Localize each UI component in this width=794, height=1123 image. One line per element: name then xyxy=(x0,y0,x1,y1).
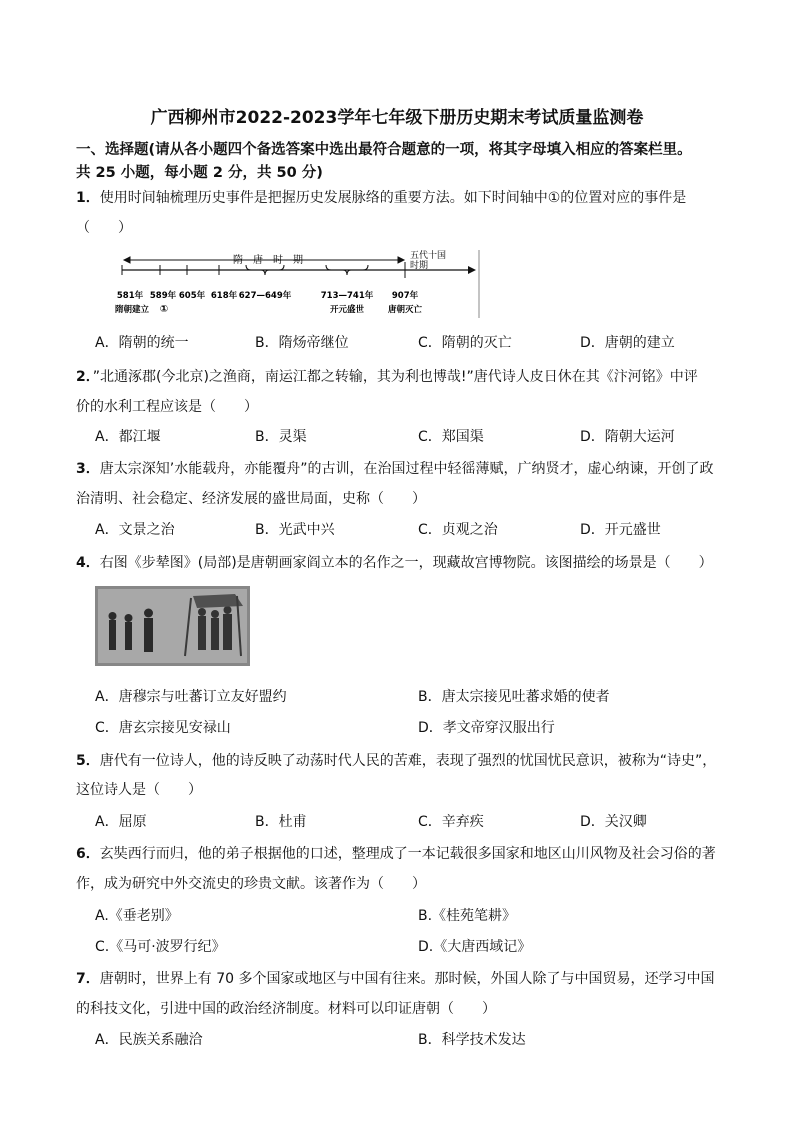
question-2 xyxy=(76,366,698,386)
timeline-tick: 627—649年 xyxy=(238,291,292,301)
timeline-tick: 907年 xyxy=(391,291,419,301)
option-c[interactable]: C．郑国渠 xyxy=(418,429,484,445)
timeline-tick: 618年 xyxy=(210,291,238,301)
question-number: 1． xyxy=(76,190,100,206)
question-number: 7． xyxy=(76,971,100,987)
timeline-tick: 605年 xyxy=(178,291,206,301)
question-3 xyxy=(76,458,713,478)
timeline-later-label: 时期 xyxy=(410,261,429,271)
question-number: 2． xyxy=(76,369,93,385)
option-d[interactable]: D.《大唐西域记》 xyxy=(418,939,532,955)
option-c[interactable]: C．贞观之治 xyxy=(418,522,498,538)
question-text: 唐代有一位诗人，他的诗反映了动荡时代人民的苦难，表现了强烈的忧国忧民意识，被称为“诗史”， xyxy=(99,753,717,769)
question-text: 唐朝时，世界上有 70 多个国家或地区与中国有往来。那时候，外国人除了与中国贸易，还学习中国 xyxy=(99,971,715,987)
option-d[interactable]: D．关汉卿 xyxy=(580,814,647,830)
timeline-tick: 581年 xyxy=(116,291,144,301)
question-3-line2: 治清明、社会稳定、经济发展的盛世局面，史称（ ） xyxy=(76,491,426,507)
question-number: 5． xyxy=(76,753,100,769)
question-number: 4． xyxy=(76,555,100,571)
timeline-tick: 589年 xyxy=(149,291,177,301)
option-d[interactable]: D．孝文帝穿汉服出行 xyxy=(418,720,555,736)
option-d[interactable]: D．隋朝大运河 xyxy=(580,429,675,445)
option-c[interactable]: C．隋朝的灭亡 xyxy=(418,335,512,351)
option-a[interactable]: A.《垂老别》 xyxy=(95,908,179,924)
question-number: 6． xyxy=(76,846,100,862)
option-a[interactable]: A．屈原 xyxy=(95,814,147,830)
question-7-line2: 的科技文化，引进中国的政治经济制度。材料可以印证唐朝（ ） xyxy=(76,1001,496,1017)
timeline-label: 隋朝建立 xyxy=(114,305,150,315)
timeline-label: ① xyxy=(159,304,169,315)
painting-image xyxy=(95,586,250,666)
timeline-period-label: 隋 唐 时 期 xyxy=(233,255,303,266)
option-a[interactable]: A．唐穆宗与吐蕃订立友好盟约 xyxy=(95,689,287,705)
option-b[interactable]: B．唐太宗接见吐蕃求婚的使者 xyxy=(418,689,610,705)
option-c[interactable]: C．辛弃疾 xyxy=(418,814,484,830)
option-a[interactable]: A．都江堰 xyxy=(95,429,161,445)
question-2-line2: 价的水利工程应该是（ ） xyxy=(76,399,258,415)
question-text: 唐太宗深知’水能载舟，亦能覆舟”的古训，在治国过程中轻徭薄赋，广纳贤才，虚心纳谏，开创了政 xyxy=(99,461,714,477)
question-5 xyxy=(76,750,716,770)
option-b[interactable]: B．灵渠 xyxy=(255,429,307,445)
timeline-tick: 713—741年 xyxy=(320,291,374,301)
option-b[interactable]: B．光武中兴 xyxy=(255,522,335,538)
option-b[interactable]: B．隋炀帝继位 xyxy=(255,335,349,351)
option-c[interactable]: C.《马可·波罗行纪》 xyxy=(95,939,226,955)
timeline-label: 开元盛世 xyxy=(329,305,365,315)
question-number: 3． xyxy=(76,461,100,477)
option-c[interactable]: C．唐玄宗接见安禄山 xyxy=(95,720,231,736)
question-text: 玄奘西行而归，他的弟子根据他的口述，整理成了一本记载很多国家和地区山川风物及社会习俗的著 xyxy=(99,846,716,862)
option-a[interactable]: A．隋朝的统一 xyxy=(95,335,189,351)
question-1-line2: （ ） xyxy=(76,220,132,236)
timeline-later-label: 五代十国 xyxy=(410,251,447,261)
question-4 xyxy=(76,552,713,572)
question-5-line2: 这位诗人是（ ） xyxy=(76,782,202,798)
question-6-line2: 作，成为研究中外交流史的珍贵文献。该著作为（ ） xyxy=(76,876,426,892)
option-d[interactable]: D．开元盛世 xyxy=(580,522,661,538)
section-heading-line2: 共 25 小题，每小题 2 分，共 50 分) xyxy=(76,165,323,181)
timeline-label: 唐朝灭亡 xyxy=(387,305,423,315)
option-d[interactable]: D．唐朝的建立 xyxy=(580,335,675,351)
question-6 xyxy=(76,843,716,863)
option-b[interactable]: B.《桂苑笔耕》 xyxy=(418,908,517,924)
question-text: 使用时间轴梳理历史事件是把握历史发展脉络的重要方法。如下时间轴中①的位置对应的事件是 xyxy=(99,190,687,206)
section-heading-line1: 一、选择题(请从各小题四个备选答案中选出最符合题意的一项，将其字母填入相应的答案栏里。 xyxy=(76,142,692,158)
question-7 xyxy=(76,968,714,988)
option-a[interactable]: A．文景之治 xyxy=(95,522,175,538)
question-1 xyxy=(76,187,686,207)
question-text: ”北通涿郡(今北京)之渔商，南运江都之转输，其为利也博哉!”唐代诗人皮日休在其《汴河铭》中评 xyxy=(92,369,698,385)
timeline-figure xyxy=(108,248,484,320)
page-title: 广西柳州市2022-2023学年七年级下册历史期末考试质量监测卷 xyxy=(150,108,644,128)
option-b[interactable]: B．科学技术发达 xyxy=(418,1032,526,1048)
option-a[interactable]: A．民族关系融洽 xyxy=(95,1032,203,1048)
option-b[interactable]: B．杜甫 xyxy=(255,814,307,830)
question-text: 右图《步辇图》(局部)是唐朝画家阎立本的名作之一，现藏故宫博物院。该图描绘的场景是（ ） xyxy=(99,555,713,571)
